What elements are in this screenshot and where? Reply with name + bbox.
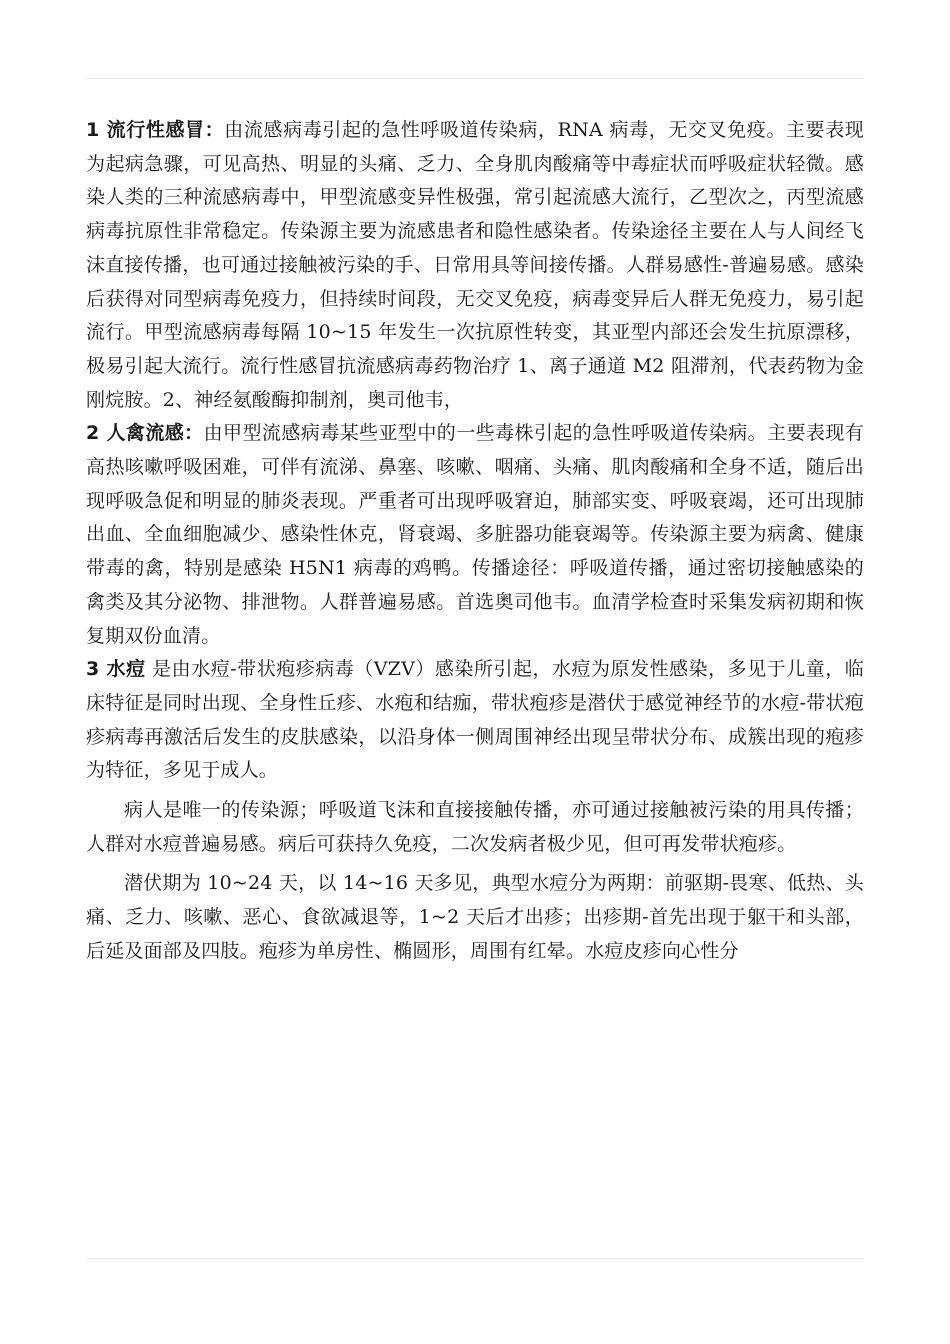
section-influenza	[86, 114, 864, 417]
bottom-rule	[86, 1258, 864, 1259]
top-rule	[86, 78, 864, 79]
section-avian-flu	[86, 417, 864, 653]
paragraph-transmission: 病人是唯一的传染源；呼吸道飞沫和直接接触传播，亦可通过接触被污染的用具传播；人群对水痘普遍易感。病后可获持久免疫，二次发病者极少见，但可再发带状疱疹。	[86, 799, 864, 855]
section-text: 由甲型流感病毒某些亚型中的一些毒株引起的急性呼吸道传染病。主要表现有高热咳嗽呼吸困难，可伴有流涕、鼻塞、咳嗽、咽痛、头痛、肌肉酸痛和全身不适，随后出现呼吸急促和明显的肺炎表现。严重者可出现呼吸窘迫，肺部实变、呼吸衰竭，还可出现肺出血、全血细胞减少、感染性休克，肾衰竭、多脏器功能衰竭等。传染源主要为病禽、健康带毒的禽，特别是感染 H5N1 病毒的鸡鸭。传播途径：呼吸道传播，通过密切接触感染的禽类及其分泌物、排泄物。人群普遍易感。首选奥司他韦。血清学检查时采集发病初期和恢复期双份血清。	[86, 422, 864, 647]
document-body	[86, 114, 864, 969]
section-text: 由流感病毒引起的急性呼吸道传染病，RNA 病毒，无交叉免疫。主要表现为起病急骤，可见高热、明显的头痛、乏力、全身肌肉酸痛等中毒症状而呼吸症状轻微。感染人类的三种流感病毒中，甲型流感变异性极强，常引起流感大流行，乙型次之，丙型流感病毒抗原性非常稳定。传染源主要为流感患者和隐性感染者。传染途径主要在人与人间经飞沫直接传播，也可通过接触被污染的手、日常用具等间接传播。人群易感性-普遍易感。感染后获得对同型病毒免疫力，但持续时间段，无交叉免疫，病毒变异后人群无免疫力，易引起流行。甲型流感病毒每隔 10~15 年发生一次抗原性转变，其亚型内部还会发生抗原漂移，极易引起大流行。流行性感冒抗流感病毒药物治疗 1、离子通道 M2 阻滞剂，代表药物为金刚烷胺。2、神经氨酸酶抑制剂，奥司他韦，	[86, 119, 865, 411]
paragraph-incubation: 潜伏期为 10~24 天，以 14~16 天多见，典型水痘分为两期：前驱期-畏寒、低热、头痛、乏力、咳嗽、恶心、食欲减退等，1~2 天后才出疹；出疹期-首先出现于躯干和头部，后延及面部及四肢。疱疹为单房性、椭圆形，周围有红晕。水痘皮疹向心性分	[86, 872, 864, 962]
section-heading: 2 人禽流感：	[86, 422, 204, 445]
section-text: 是由水痘-带状疱疹病毒（VZV）感染所引起，水痘为原发性感染，多见于儿童，临床特征是同时出现、全身性丘疹、水疱和结痂，带状疱疹是潜伏于感觉神经节的水痘-带状疱疹病毒再激活后发生的皮肤感染，以沿身体一侧周围神经出现呈带状分布、成簇出现的疱疹为特征，多见于成人。	[86, 658, 864, 782]
section-chickenpox	[86, 653, 864, 788]
section-heading: 1 流行性感冒：	[86, 119, 225, 141]
section-heading: 3 水痘	[86, 658, 146, 681]
